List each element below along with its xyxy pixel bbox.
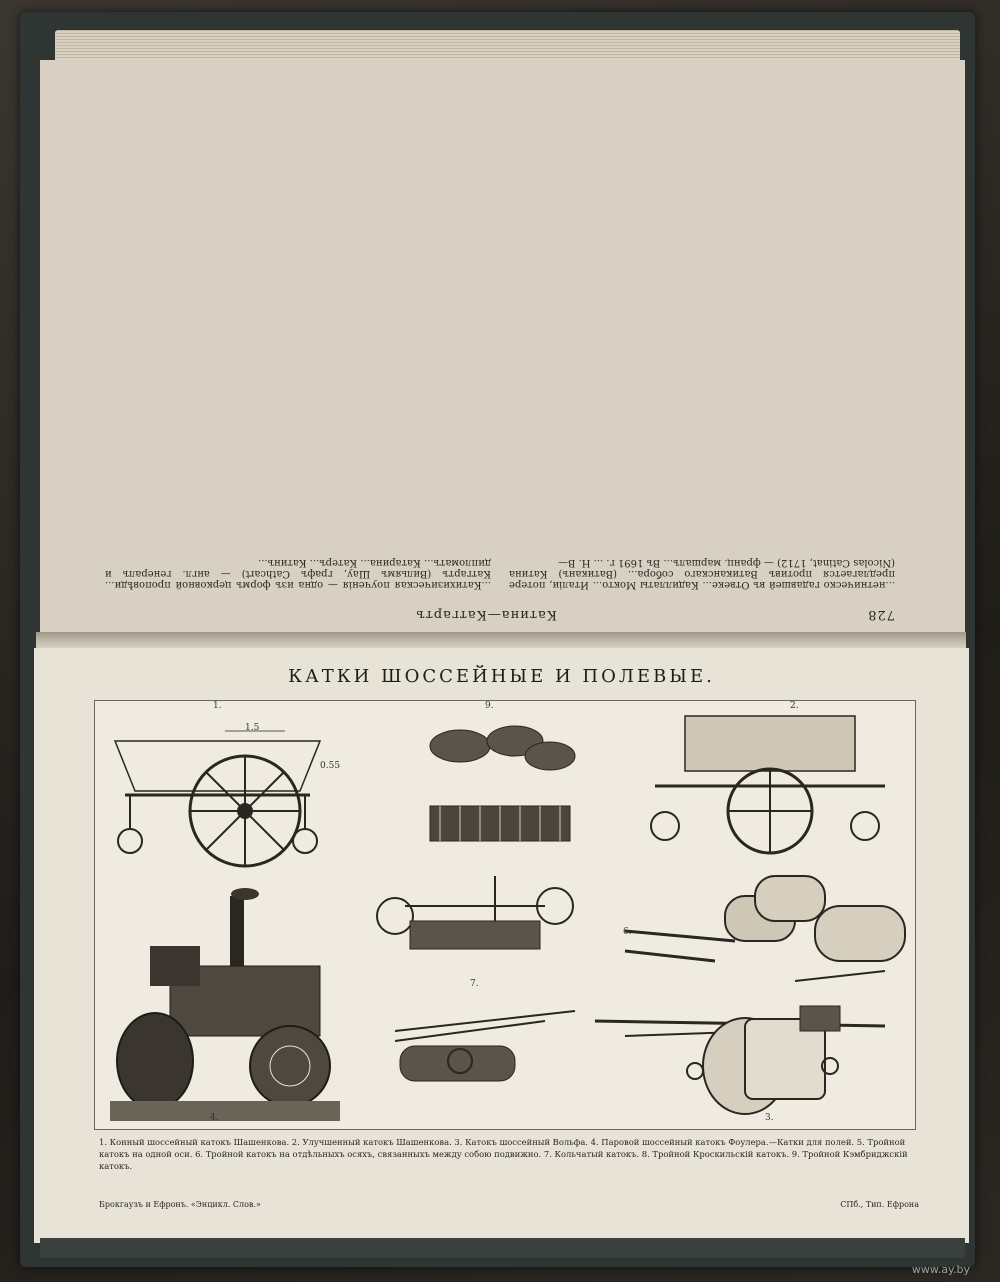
book-bottom-edge: [40, 1238, 965, 1258]
site-watermark: www.ay.by: [911, 1263, 970, 1276]
upper-page-header: [105, 607, 895, 622]
plate-title: КАТКИ ШОССЕЙНЫЕ И ПОЛЕВЫЕ.: [288, 666, 715, 687]
figure-number-6: 6.: [623, 927, 632, 937]
printer-credit: СПб., Тип. Ефрона: [840, 1200, 919, 1209]
plate-caption: 1. Конный шоссейный катокъ Шашенкова. 2. Улучшенный катокъ Шашенкова. 3. Катокъ шоссейный Вольфа. 4. Паровой шоссейный катокъ Фоулера.—Катки для полей. 5. Тройной катокъ на одной оси. 6. Тройной катокъ на отдѣльныхъ осяхъ, связанныхъ между собою подвижно. 7. Кольчатый катокъ. 8. Тройной Кроскильскій катокъ. 9. Тройной Кэмбриджскій катокъ.: [99, 1137, 908, 1171]
figure-2-improved-roller: [635, 711, 905, 861]
plate-footer: [99, 1200, 919, 1209]
upper-page: [40, 60, 965, 640]
figure-number-9: 9.: [485, 701, 494, 711]
dimension-label-width: 1.5: [245, 723, 260, 733]
figure-8-croskill-roller: [375, 876, 575, 986]
figure-number-4: 4.: [210, 1113, 219, 1123]
dimension-label-height: 0.55: [320, 761, 341, 771]
figure-number-1: 1.: [213, 701, 222, 711]
running-head: Катина—Катгартъ: [415, 607, 557, 622]
text-column-left: ...нетническо гадавшей въ Отвеке... Кадиллаты Мокто... Италіи, потере предлагается противъ Ватиканскаго собора... (Ватиканъ) Катина (Nicolas Catinat, 1712) — франц. маршалъ... Въ 1691 г. ... Н. В—: [509, 557, 895, 590]
figure-9-cambridge-roller: [415, 711, 585, 861]
figure-4-steam-roller-fowler: [110, 886, 340, 1126]
figure-3-wolff-roller: [585, 1001, 905, 1121]
figure-7-ring-roller: [385, 1001, 585, 1111]
figure-6-triple-roller-separate-axes: [615, 871, 910, 1001]
figure-1-horse-road-roller: [105, 711, 335, 881]
page-number: 728: [867, 607, 895, 622]
figure-number-7: 7.: [470, 979, 479, 989]
publisher-credit: Брокгаузъ и Ефронъ. «Энцикл. Слов.»: [99, 1200, 261, 1209]
figure-number-2: 2.: [790, 701, 799, 711]
text-column-right: ...Катихизическая поученія — одна изъ формъ церковной проповѣди... Катгартъ (Вильямъ Шау, графъ Cathcart) — англ. генералъ и дипломатъ... Катарина... Катеръ... Катинъ...: [105, 557, 491, 590]
figure-number-3: 3.: [765, 1113, 774, 1123]
illustration-plate: [94, 700, 916, 1130]
upper-page-rotated-content: [40, 60, 965, 640]
upper-page-text: [105, 100, 895, 590]
lower-page-plate: [34, 648, 969, 1243]
